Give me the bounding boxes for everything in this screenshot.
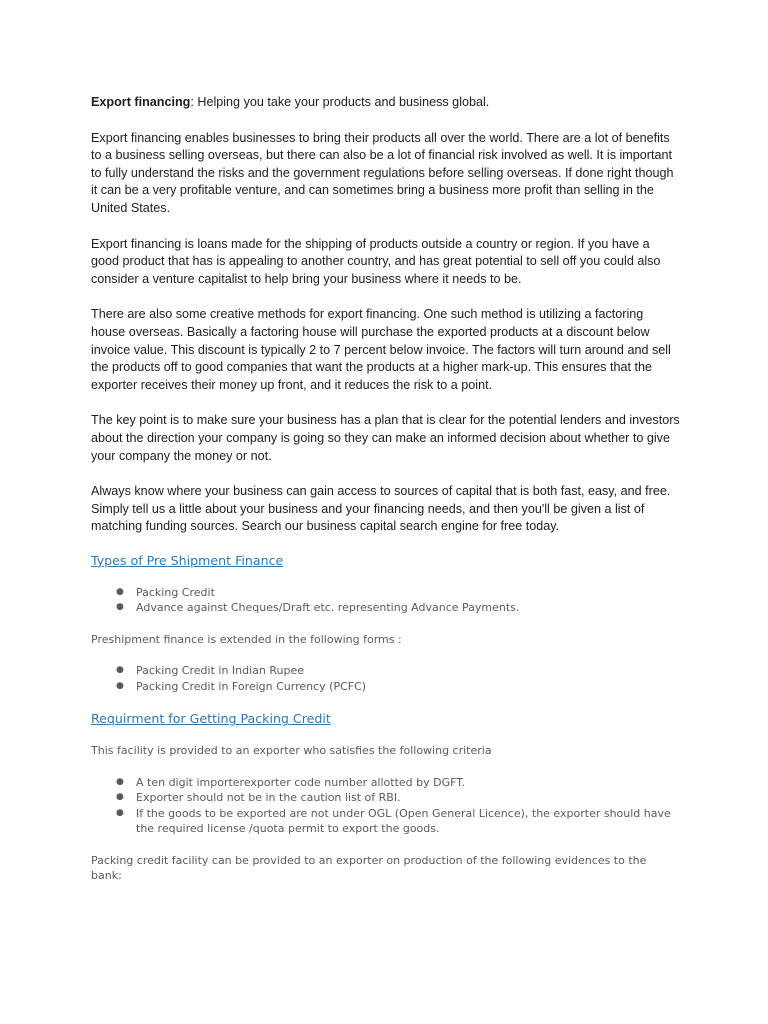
preshipment-forms-intro: Preshipment finance is extended in the following forms :: [91, 632, 402, 646]
bullet-icon: ●: [116, 602, 124, 613]
bullet-icon: ●: [116, 665, 124, 676]
heading-types-pre-shipment[interactable]: Types of Pre Shipment Finance: [91, 552, 284, 568]
closing-text: Packing credit facility can be provided to an exporter on production of the following evidences to the bank:: [91, 853, 647, 883]
bullet-icon: ●: [116, 586, 124, 597]
intro-title-bold: Export financing: [91, 95, 191, 109]
intro-line: [91, 94, 680, 112]
list-item: ● Packing Credit: [116, 585, 215, 599]
paragraph-loans: Export financing is loans made for the shipping of products outside a country or region. If you have a good product that has is appealing to another country, and has great potential to sell off you could also consider a venture capitalist to help bring your business where it needs to be.: [91, 236, 661, 286]
paragraph-factoring: There are also some creative methods for export financing. One such method is utilizing a factoring house overseas. Basically a factoring house will purchase the exported products at a discount below invoice value. This discount is typically 2 to 7 percent below invoice. The factors will turn around and sell the products off to good companies that want the products at a higher mark-up. This ensures that the exporter receives their money up front, and it reduces the risk to a point.: [91, 307, 671, 392]
list-preshipment-forms: [91, 663, 680, 694]
bullet-icon: ●: [116, 776, 124, 787]
paragraph-key-point: The key point is to make sure your business has a plan that is clear for the potential lenders and investors about the direction your company is going so they can make an informed decision about whether to give your company the money or not.: [91, 413, 680, 463]
intro-title-rest: : Helping you take your products and business global.: [190, 95, 490, 109]
list-item: ● Packing Credit in Foreign Currency (PCFC): [116, 679, 367, 693]
list-item: ● A ten digit importerexporter code number allotted by DGFT.: [116, 775, 466, 789]
heading-packing-credit-requirement[interactable]: Requirment for Getting Packing Credit: [91, 711, 331, 727]
bullet-icon: ●: [116, 680, 124, 691]
criteria-intro: This facility is provided to an exporter who satisfies the following criteria: [91, 744, 492, 758]
paragraph-benefits: Export financing enables businesses to bring their products all over the world. There are a lot of benefits to a business selling overseas, but there can also be a lot of financial risk involved as well. It is important to fully understand the risks and the government regulations before selling overseas. If done right though it can be a very profitable venture, and can sometimes bring a business more profit than selling in the United States.: [91, 130, 674, 215]
paragraph-capital-sources: Always know where your business can gain access to sources of capital that is both fast, easy, and free. Simply tell us a little about your business and your financing needs, and then you'll be given a list of matching funding sources. Search our business capital search engine for free today.: [91, 484, 671, 534]
list-item: ● Exporter should not be in the caution list of RBI.: [116, 791, 401, 805]
list-item: ● Packing Credit in Indian Rupee: [116, 664, 305, 678]
list-pre-shipment-types: [91, 585, 680, 616]
bullet-icon: ●: [116, 792, 124, 803]
list-item: ● If the goods to be exported are not under OGL (Open General Licence), the exporter should have the required license /quota permit to export the goods.: [116, 806, 671, 836]
list-criteria: [91, 775, 680, 837]
list-item: ● Advance against Cheques/Draft etc. representing Advance Payments.: [116, 601, 520, 615]
bullet-icon: ●: [116, 807, 124, 818]
